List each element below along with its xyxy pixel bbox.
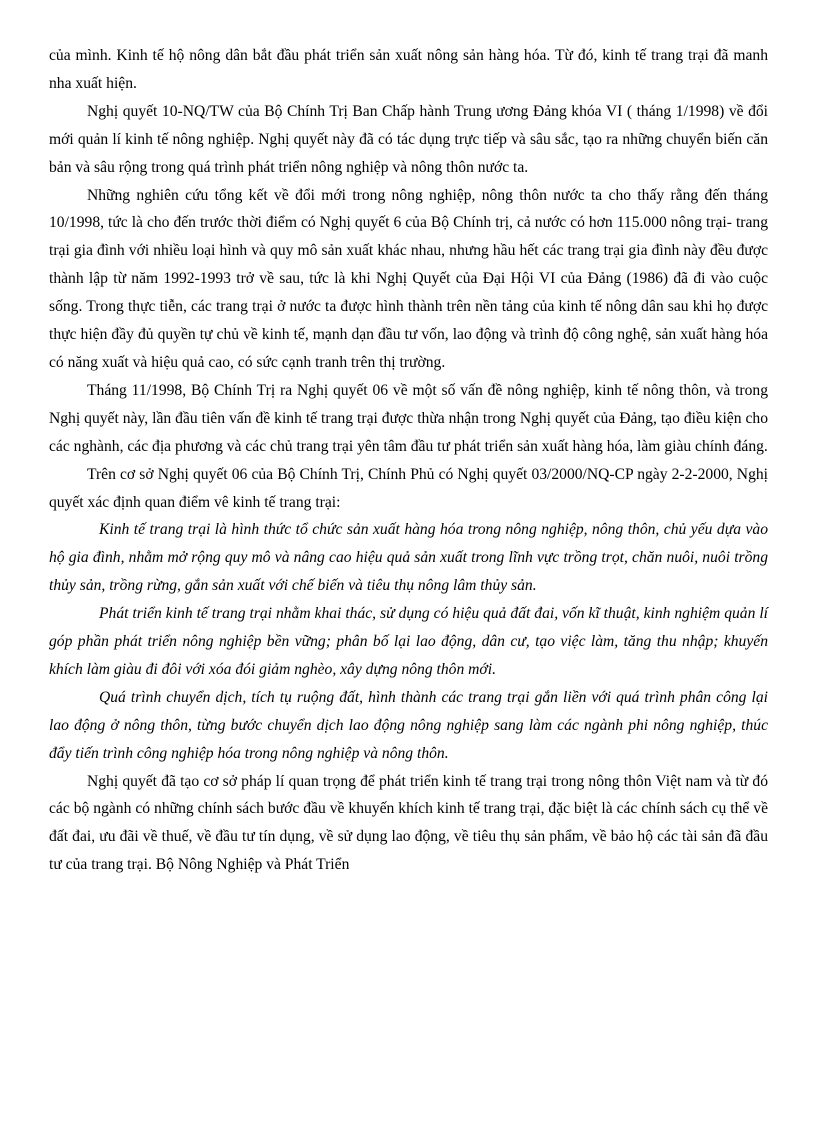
paragraph-resolution-06: Tháng 11/1998, Bộ Chính Trị ra Nghị quyết 06 về một số vấn đề nông nghiệp, kinh tế nông thôn, và trong Nghị quyết này, lần đầu tiên vấn đề kinh tế trang trại được thừa nhận trong Nghị quyết của Đảng, tạo điều kiện cho các nghành, các địa phương và các chủ trang trại yên tâm đầu tư phát triển sản xuất hàng hóa, làm giàu chính đáng. <box>49 381 768 455</box>
document-page <box>49 42 768 879</box>
paragraph-resolution-10: Nghị quyết 10-NQ/TW của Bộ Chính Trị Ban Chấp hành Trung ương Đảng khóa VI ( tháng 1/1998) về đổi mới quản lí kinh tế nông nghiệp. Nghị quyết này đã có tác dụng trực tiếp và sâu sắc, tạo ra những chuyển biến căn bản và sâu rộng trong quá trình phát triển nông nghiệp và nông thôn nước ta. <box>49 102 768 176</box>
paragraph-government-resolution: Trên cơ sở Nghị quyết 06 của Bộ Chính Trị, Chính Phủ có Nghị quyết 03/2000/NQ-CP ngày 2-2-2000, Nghị quyết xác định quan điểm vê kinh tế trang trại: <box>49 465 768 511</box>
paragraph-research-summary: Những nghiên cứu tổng kết về đổi mới trong nông nghiệp, nông thôn nước ta cho thấy rằng đến tháng 10/1998, tức là cho đến trước thời điểm có Nghị quyết 6 của Bộ Chính trị, cả nước có hơn 115.000 nông trại- trang trại gia đình với nhiều loại hình và quy mô sản xuất khác nhau, nhưng hầu hết các trang trại gia đình này đều được thành lập từ năm 1992-1993 trở về sau, tức là khi Nghị Quyết của Đại Hội VI của Đảng (1986) đã đi vào cuộc sống. Trong thực tiễn, các trang trại ở nước ta được hình thành trên nền tảng của kinh tế nông dân sau khi họ được thực hiện đầy đủ quyền tự chủ về kinh tế, mạnh dạn đầu tư vốn, lao động và trình độ công nghệ, sản xuất hàng hóa có năng xuất và hiệu quả cao, có sức cạnh tranh trên thị trường. <box>49 186 768 371</box>
quote-land-consolidation: Quá trình chuyển dịch, tích tụ ruộng đất, hình thành các trang trại gắn liền với quá trình phân công lại lao động ở nông thôn, từng bước chuyển dịch lao động nông nghiệp sang làm các ngành phi nông nghiệp, thúc đẩy tiến trình công nghiệp hóa trong nông nghiệp và nông thôn. <box>49 688 768 762</box>
paragraph-intro-continuation: của mình. Kinh tế hộ nông dân bắt đầu phát triển sản xuất nông sản hàng hóa. Từ đó, kinh tế trang trại đã manh nha xuất hiện. <box>49 47 768 92</box>
paragraph-legal-basis: Nghị quyết đã tạo cơ sở pháp lí quan trọng để phát triển kinh tế trang trại trong nông thôn Việt nam và từ đó các bộ ngành có những chính sách bước đầu về khuyến khích kinh tế trang trại, đặc biệt là các chính sách cụ thể về đất đai, ưu đãi về thuế, về đầu tư tín dụng, về sử dụng lao động, về tiêu thụ sản phẩm, về bảo hộ các tài sản đã đầu tư của trang trại. Bộ Nông Nghiệp và Phát Triển <box>49 772 768 874</box>
quote-farm-development-goals: Phát triển kinh tế trang trại nhằm khai thác, sử dụng có hiệu quả đất đai, vốn kĩ thuật, kinh nghiệm quản lí góp phần phát triển nông nghiệp bền vững; phân bố lại lao động, dân cư, tạo việc làm, tăng thu nhập; khuyến khích làm giàu đi đôi với xóa đói giảm nghèo, xây dựng nông thôn mới. <box>49 605 768 678</box>
quote-farm-economy-definition: Kinh tế trang trại là hình thức tổ chức sản xuất hàng hóa trong nông nghiệp, nông thôn, chủ yếu dựa vào hộ gia đình, nhằm mở rộng quy mô và nâng cao hiệu quả sản xuất trong lĩnh vực trồng trọt, chăn nuôi, nuôi trồng thủy sản, trồng rừng, gắn sản xuất với chế biến và tiêu thụ nông lâm thủy sản. <box>49 521 768 595</box>
